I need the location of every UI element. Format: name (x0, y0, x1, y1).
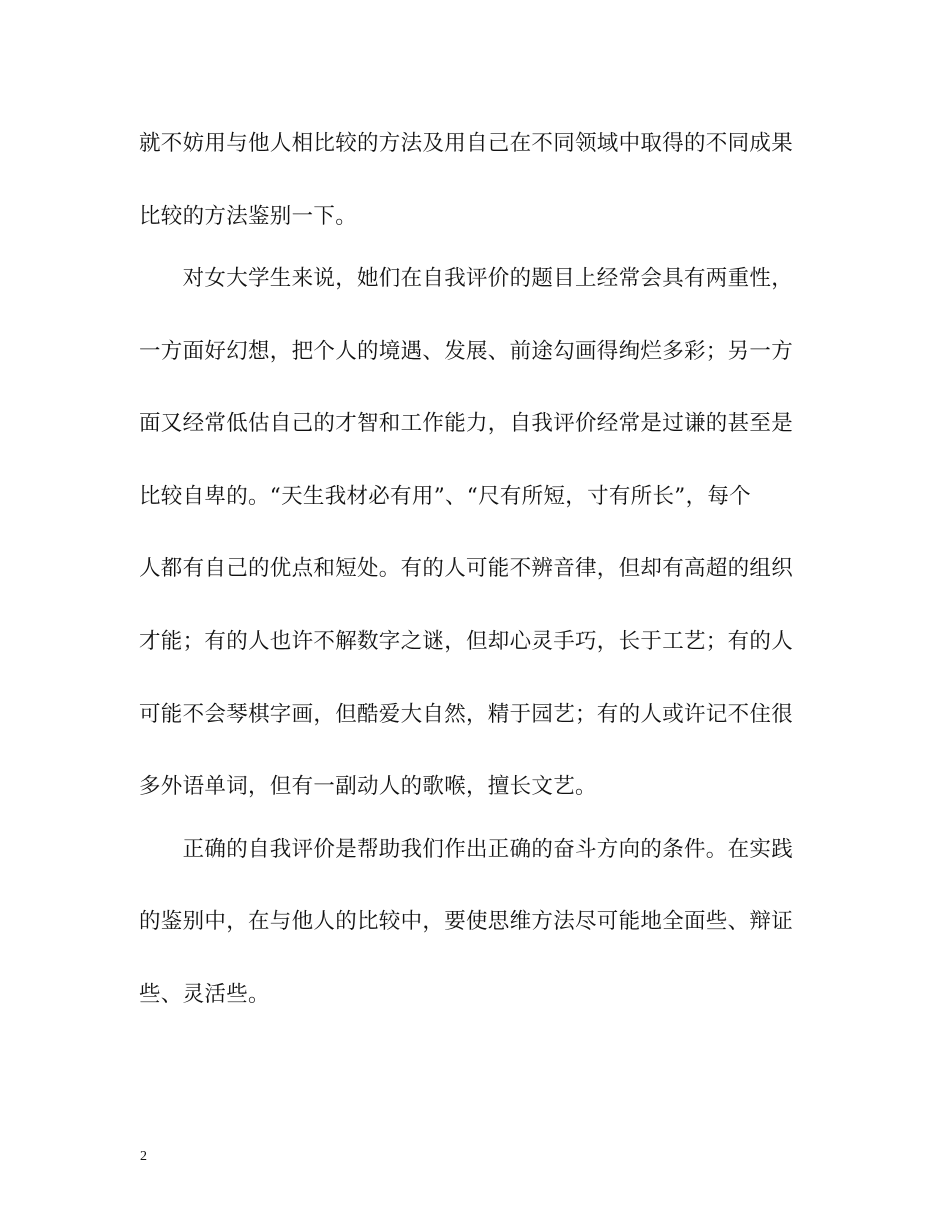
text-line: 可能不会琴棋字画，但酷爱大自然，精于园艺；有的人或许记不住很 (139, 702, 794, 727)
text-line: 一方面好幻想，把个人的境遇、发展、前途勾画得绚烂多彩；另一方 (139, 339, 794, 364)
page-number: 2 (140, 1149, 147, 1164)
text-line: 比较的方法鉴别一下。 (139, 204, 358, 229)
paragraph-start-line: 正确的自我评价是帮助我们作出正确的奋斗方向的条件。在实践 (139, 837, 794, 862)
text-line: 些、灵活些。 (139, 982, 270, 1007)
text-line: 人都有自己的优点和短处。有的人可能不辨音律，但却有高超的组织 (139, 556, 794, 581)
text-line: 的鉴别中，在与他人的比较中，要使思维方法尽可能地全面些、辩证 (139, 909, 794, 934)
text-line: 才能；有的人也许不解数字之谜，但却心灵手巧，长于工艺；有的人 (139, 629, 794, 654)
text-line: 就不妨用与他人相比较的方法及用自己在不同领域中取得的不同成果 (139, 131, 794, 156)
text-line: 比较自卑的。“天生我材必有用”、“尺有所短，寸有所长”，每个 (139, 484, 751, 509)
text-line: 面又经常低估自己的才智和工作能力，自我评价经常是过谦的甚至是 (139, 411, 794, 436)
text-line: 多外语单词，但有一副动人的歌喉，擅长文艺。 (139, 774, 597, 799)
paragraph-start-line: 对女大学生来说，她们在自我评价的题目上经常会具有两重性， (139, 266, 794, 291)
